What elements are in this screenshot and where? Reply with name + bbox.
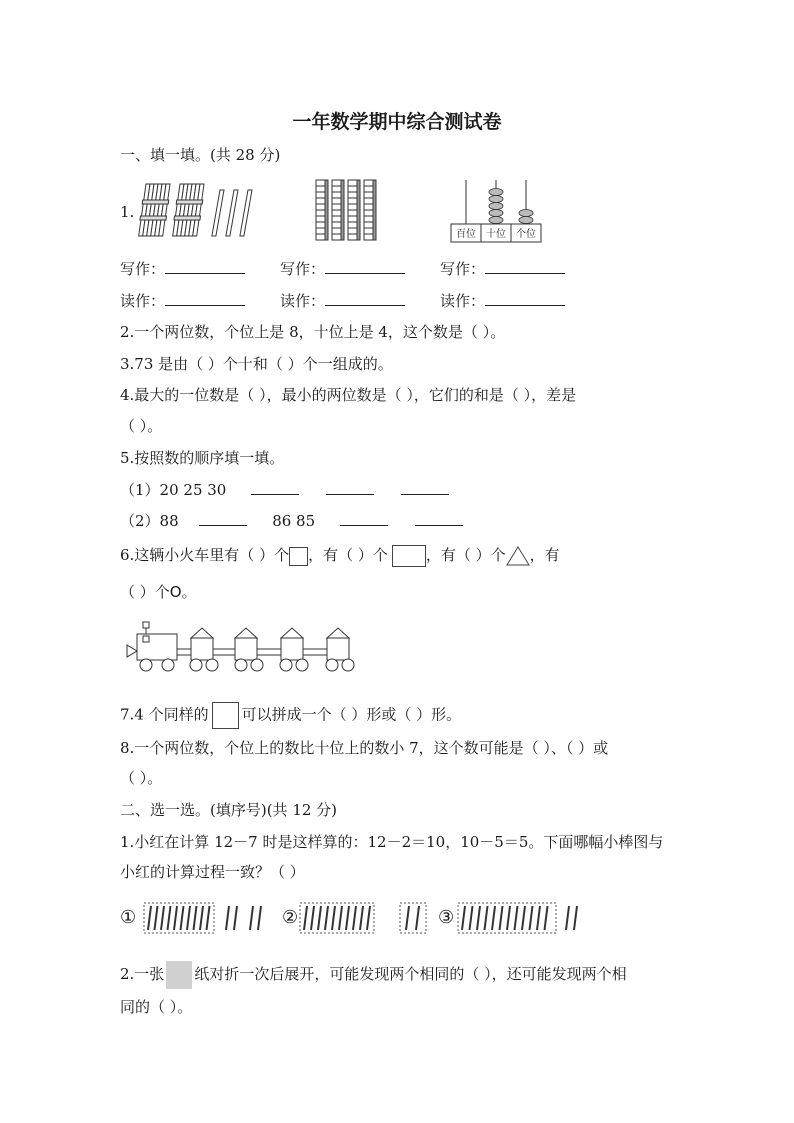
section-2-question-1-line-2: 小红的计算过程一致？（ ） [120,863,305,881]
ten-blocks-image [314,178,380,242]
sequence-1-blank-2[interactable] [326,480,374,495]
q6-part-4: ，有 [529,546,560,564]
section-2-question-2-line-2: 同的（ ）。 [120,998,193,1016]
rectangle-icon [392,545,426,567]
option-3-label[interactable]: ③ [438,907,455,928]
sequence-2-blank-2[interactable] [340,511,388,526]
read-label: 读作： [280,292,326,310]
option-2-label[interactable]: ② [282,907,299,928]
section-2-question-2-line-1 [120,961,627,989]
read-label: 读作： [440,292,486,310]
sequence-2-blank-3[interactable] [415,511,463,526]
q6-end: 。 [181,583,197,601]
train-image [126,620,358,674]
read-row-1 [120,291,245,311]
q6-line-2-text: （ ）个 [120,583,170,601]
page-title: 一年数学期中综合测试卷 [292,111,502,133]
read-blank-1[interactable] [165,291,245,306]
stick-bundles-image [140,180,270,242]
question-3: 3.73 是由（ ）个十和（ ）个一组成的。 [120,355,393,373]
q6-part-2: ，有（ ）个 [308,546,388,564]
read-row-3 [440,291,565,311]
s2q2-part-b: 纸对折一次后展开，可能发现两个相同的（ ），还可能发现两个相 [194,965,627,983]
write-label: 写作： [120,260,166,278]
option-3-sticks [458,902,588,934]
write-blank-1[interactable] [165,259,245,274]
write-label: 写作： [440,260,486,278]
square-icon [289,547,308,566]
read-blank-2[interactable] [325,291,405,306]
circle-symbol: O [169,583,182,601]
sequence-1-label: （1）20 25 30 [120,481,227,499]
paper-square-icon [166,961,192,989]
q6-part-3: ，有（ ）个 [425,546,506,564]
s2q2-part-a: 2.一张 [120,965,165,983]
q7-part-b: 可以拼成一个（ ）形或（ ）形。 [241,705,462,724]
sequence-2-label: （2）88 [120,512,179,530]
question-1-number: 1. [120,203,135,221]
abacus-label-ones: 个位 [516,229,536,240]
question-4-line-1: 4.最大的一位数是（ ），最小的两位数是（ ），它们的和是（ ），差是 [120,386,577,404]
question-6-line-1 [120,545,560,567]
question-7 [120,702,461,729]
write-row-3 [440,259,565,279]
square-tile-icon [212,702,239,729]
sequence-1 [120,480,449,500]
option-1-label[interactable]: ① [120,907,137,928]
sequence-2-blank-1[interactable] [199,511,247,526]
section-2-heading: 二、选一选。(填序号)(共 12 分) [120,801,338,819]
sequence-1-blank-3[interactable] [401,480,449,495]
write-row-2 [280,259,405,279]
abacus-label-hundreds: 百位 [456,229,476,240]
sequence-2-mid: 86 85 [272,512,316,530]
sequence-2 [120,511,463,531]
read-blank-3[interactable] [485,291,565,306]
question-4-line-2: （ ）。 [120,417,163,435]
read-row-2 [280,291,405,311]
write-label: 写作： [280,260,326,278]
option-1-sticks [142,902,268,934]
abacus-image [448,178,544,244]
section-1-heading: 一、填一填。(共 28 分) [120,146,281,164]
sequence-1-blank-1[interactable] [251,480,299,495]
q6-part-1: 6.这辆小火车里有（ ）个 [120,546,290,564]
read-label: 读作： [120,292,166,310]
write-blank-2[interactable] [325,259,405,274]
option-2-sticks [300,902,430,934]
section-2-question-1-line-1: 1.小红在计算 12－7 时是这样算的：12－2＝10，10－5＝5。下面哪幅小棒图与 [120,833,664,851]
question-5: 5.按照数的顺序填一填。 [120,449,285,467]
triangle-icon [506,546,530,566]
abacus-label-tens: 十位 [486,229,506,240]
question-8-line-2: （ ）。 [120,769,163,787]
question-2: 2.一个两位数，个位上是 8，十位上是 4，这个数是（ ）。 [120,323,506,341]
write-blank-3[interactable] [485,259,565,274]
write-row-1 [120,259,245,279]
q7-part-a: 7.4 个同样的 [120,705,209,724]
question-8-line-1: 8.一个两位数，个位上的数比十位上的数小 7，这个数可能是（ ）、（ ）或 [120,739,609,757]
question-6-line-2 [120,582,197,602]
